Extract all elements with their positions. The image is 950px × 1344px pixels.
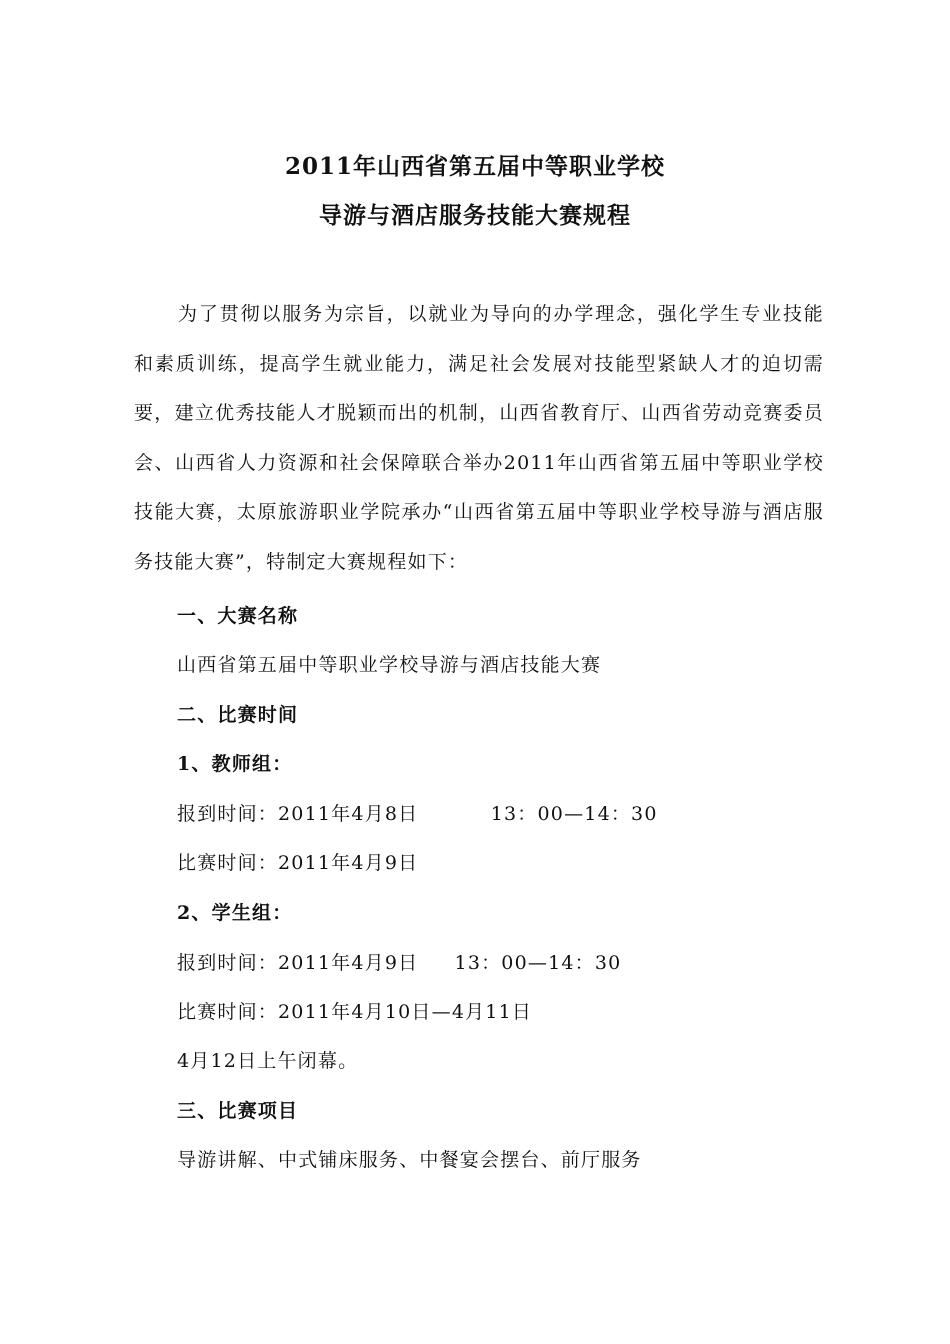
section3-heading: 三、比赛项目: [177, 1100, 299, 1122]
student-registration-time: 报到时间：2011年4月9日 13：00—14：30: [177, 952, 622, 974]
student-competition-time: 比赛时间：2011年4月10日—4月11日: [177, 1001, 533, 1023]
intro-paragraph: 为了贯彻以服务为宗旨，以就业为导向的办学理念，强化学生专业技能和素质训练，提高学生就业能力，满足社会发展对技能型紧缺人才的迫切需要，建立优秀技能人才脱颖而出的机制，山西省教育厅、山西省劳动竞赛委员会、山西省人力资源和社会保障联合举办2011年山西省第五届中等职业学校技能大赛，太原旅游职业学院承办“山西省第五届中等职业学校导游与酒店服务技能大赛”，特制定大赛规程如下：: [134, 303, 824, 573]
document-title-line2: 导游与酒店服务技能大赛规程: [319, 202, 631, 229]
document-title-line1: 2011年山西省第五届中等职业学校: [284, 153, 665, 180]
closing-note: 4月12日上午闭幕。: [177, 1050, 359, 1072]
section1-heading: 一、大赛名称: [177, 605, 299, 627]
section2-heading: 二、比赛时间: [177, 704, 299, 726]
student-group-heading: 2、学生组：: [177, 902, 293, 924]
teacher-registration-time: 报到时间：2011年4月8日 13：00—14：30: [177, 803, 658, 825]
section1-content: 山西省第五届中等职业学校导游与酒店技能大赛: [177, 654, 602, 676]
teacher-competition-time: 比赛时间：2011年4月9日: [177, 852, 419, 874]
section3-content: 导游讲解、中式铺床服务、中餐宴会摆台、前厅服务: [177, 1149, 642, 1171]
teacher-group-heading: 1、教师组：: [177, 753, 293, 775]
